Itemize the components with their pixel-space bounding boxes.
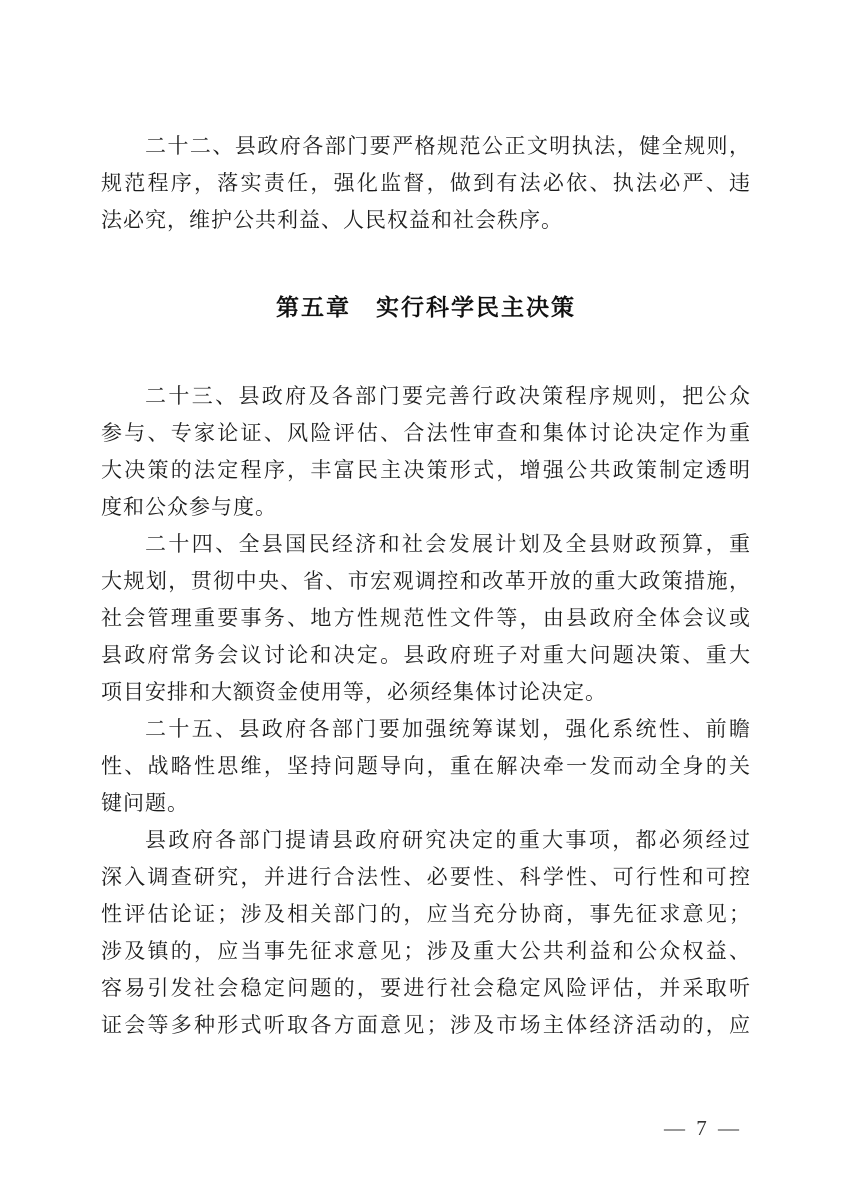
text-line: 二十五、县政府各部门要加强统筹谋划，强化系统性、前瞻 bbox=[145, 717, 751, 741]
text-line: 性、战略性思维，坚持问题导向，重在解决牵一发而动全身的关 bbox=[101, 754, 751, 778]
paragraph-23 bbox=[101, 378, 751, 526]
text-line: 二十二、县政府各部门要严格规范公正文明执法，健全规则， bbox=[145, 134, 751, 158]
document-body bbox=[101, 128, 751, 1044]
paragraph-26 bbox=[101, 822, 751, 1044]
text-line: 二十三、县政府及各部门要完善行政决策程序规则，把公众 bbox=[145, 384, 751, 408]
text-line: 二十四、全县国民经济和社会发展计划及全县财政预算，重 bbox=[145, 532, 751, 556]
text-line: 参与、专家论证、风险评估、合法性审查和集体讨论决定作为重 bbox=[101, 421, 751, 445]
text-line: 容易引发社会稳定问题的，要进行社会稳定风险评估，并采取听 bbox=[101, 976, 751, 1000]
text-line: 性评估论证；涉及相关部门的，应当充分协商，事先征求意见； bbox=[101, 902, 751, 926]
text-line: 键问题。 bbox=[101, 791, 189, 815]
paragraph-24 bbox=[101, 526, 751, 711]
text-line: 县政府各部门提请县政府研究决定的重大事项，都必须经过 bbox=[145, 828, 751, 852]
text-line: 深入调查研究，并进行合法性、必要性、科学性、可行性和可控 bbox=[101, 865, 751, 889]
page-number: — 7 — bbox=[664, 1116, 742, 1140]
paragraph-22 bbox=[101, 128, 751, 239]
paragraph-25 bbox=[101, 711, 751, 822]
text-line: 涉及镇的，应当事先征求意见；涉及重大公共利益和公众权益、 bbox=[101, 939, 751, 963]
text-line: 社会管理重要事务、地方性规范性文件等，由县政府全体会议或 bbox=[101, 606, 751, 630]
text-line: 度和公众参与度。 bbox=[101, 495, 277, 519]
text-line: 县政府常务会议讨论和决定。县政府班子对重大问题决策、重大 bbox=[101, 643, 751, 667]
text-line: 规范程序，落实责任，强化监督，做到有法必依、执法必严、违 bbox=[101, 171, 751, 195]
chapter-heading: 第五章 实行科学民主决策 bbox=[276, 294, 576, 320]
text-line: 项目安排和大额资金使用等，必须经集体讨论决定。 bbox=[101, 680, 607, 704]
text-line: 法必究，维护公共利益、人民权益和社会秩序。 bbox=[101, 208, 563, 232]
text-line: 大决策的法定程序，丰富民主决策形式，增强公共政策制定透明 bbox=[101, 458, 751, 482]
text-line: 大规划，贯彻中央、省、市宏观调控和改革开放的重大政策措施， bbox=[101, 569, 751, 593]
text-line: 证会等多种形式听取各方面意见；涉及市场主体经济活动的，应 bbox=[101, 1013, 751, 1037]
